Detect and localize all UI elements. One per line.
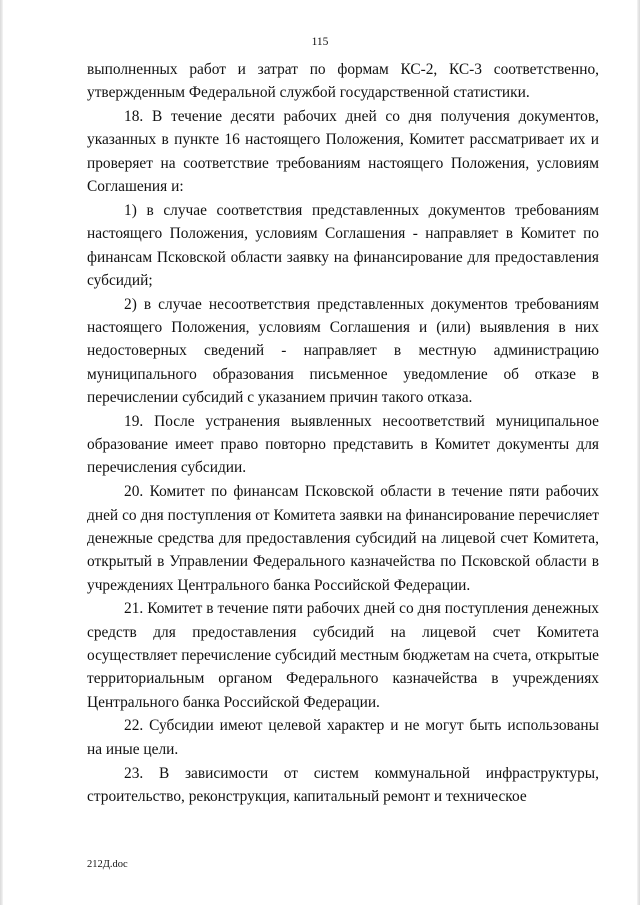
paragraph-21: 21. Комитет в течение пяти рабочих дней со дня поступления денежных средств для предоставления субсидий на лицевой счет Комитета осуществляет перечисление субсидий местным бюджетам на счета, открытые территориальным органом Федерального казначейства в учреждениях Центрального банка Российской Федерации. — [87, 600, 599, 711]
paragraph-19: 19. После устранения выявленных несоответствий муниципальное образование имеет право повторно представить в Комитет документы для перечисления субсидии. — [87, 412, 599, 477]
paragraph-23: 23. В зависимости от систем коммунальной инфраструктуры, строительство, реконструкция, капитальный ремонт и техническое — [87, 764, 599, 805]
footer-filename: 212Д.doc — [87, 859, 128, 870]
paragraph-18-item-2: 2) в случае несоответствия представленных документов требованиям настоящего Положения, условиям Соглашения и (или) выявления в них недостоверных сведений - направляет в местную администрацию муниципального образования письменное уведомление об отказе в перечислении субсидий с указанием причин такого отказа. — [87, 295, 599, 406]
paragraph-20: 20. Комитет по финансам Псковской области в течение пяти рабочих дней со дня поступления от Комитета заявки на финансирование перечисляет денежные средства для предоставления субсидий на лицевой счет Комитета, открытый в Управлении Федерального казначейства по Псковской области в учреждениях Центрального банка Российской Федерации. — [87, 483, 599, 594]
paragraph-22: 22. Субсидии имеют целевой характер и не могут быть использованы на иные цели. — [87, 717, 599, 758]
paragraph-18-item-1: 1) в случае соответствия представленных документов требованиям настоящего Положения, условиям Соглашения - направляет в Комитет по финансам Псковской области заявку на финансирование для предоставления субсидий; — [87, 201, 599, 289]
paragraph-continuation: выполненных работ и затрат по формам КС-2, КС-3 соответственно, утвержденным Федеральной службой государственной статистики. — [87, 61, 599, 102]
document-body — [87, 58, 599, 808]
paragraph-18: 18. В течение десяти рабочих дней со дня получения документов, указанных в пункте 16 настоящего Положения, Комитет рассматривает их и проверяет на соответствие требованиям настоящего Положения, условиям Соглашения и: — [87, 108, 599, 196]
page-edge-left — [0, 0, 3, 905]
page-number: 115 — [311, 36, 329, 48]
